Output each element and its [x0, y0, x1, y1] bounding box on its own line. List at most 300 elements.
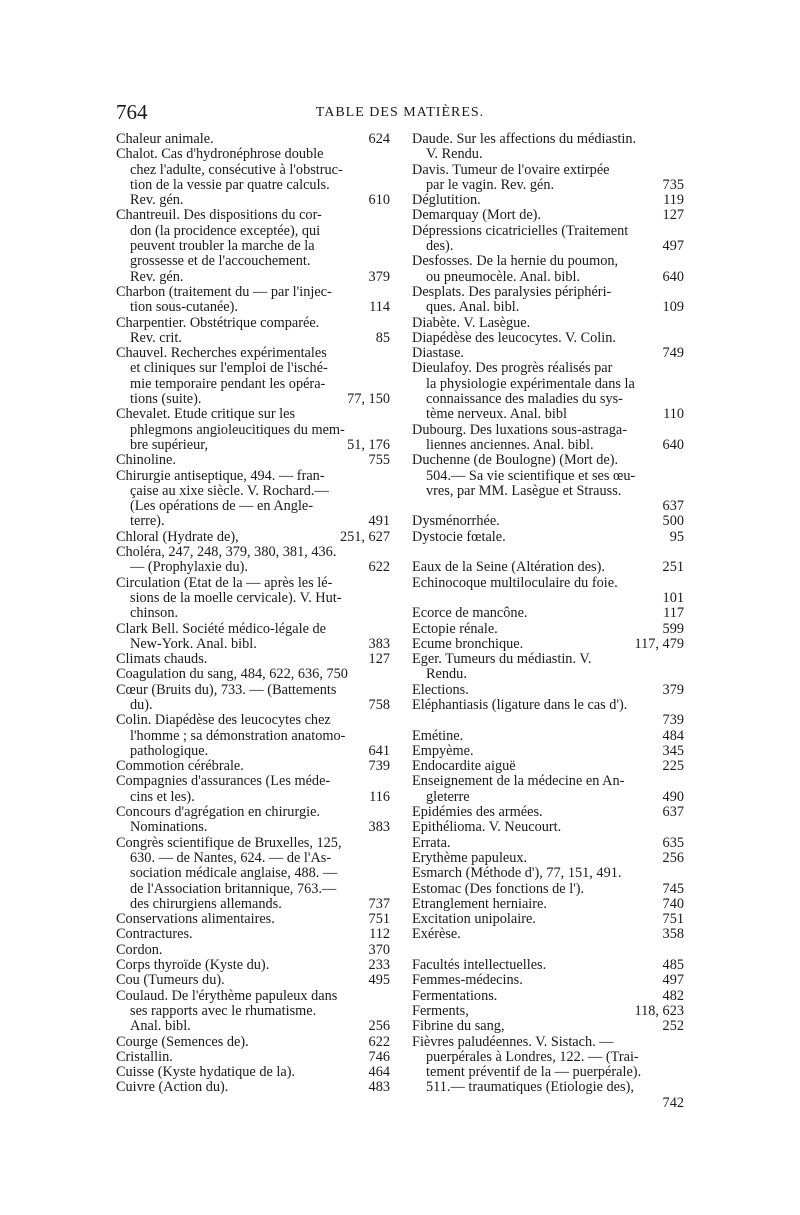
index-entry	[116, 469, 390, 530]
entry-text: Empyème.	[412, 743, 474, 759]
index-entry	[116, 1035, 390, 1050]
entry-text: Corps thyroïde (Kyste du).	[116, 958, 270, 974]
index-entry-line: Dieulafoy. Des progrès réalisés par	[412, 361, 613, 377]
entry-page-ref: 109	[662, 300, 684, 316]
entry-text: Excitation unipolaire.	[412, 912, 536, 928]
entry-page-ref: 77, 150	[347, 392, 390, 408]
entry-text: Ferments,	[412, 1003, 469, 1019]
entry-text: Courge (Semences de).	[116, 1034, 249, 1050]
index-entry-line: Chalot. Cas d'hydronéphrose double	[116, 147, 324, 163]
entry-page-ref: 119	[663, 193, 684, 209]
entry-page-ref: 500	[662, 514, 684, 530]
index-entry-line-with-page	[116, 973, 390, 988]
index-entry-line: chez l'adulte, consécutive à l'obstruc-	[130, 162, 343, 178]
entry-text: Anal. bibl.	[130, 1019, 191, 1035]
entry-page-ref: 745	[662, 881, 684, 897]
running-title: TABLE DES MATIÈRES.	[315, 105, 485, 120]
index-entry	[116, 208, 390, 284]
index-entry-line-with-page	[116, 530, 390, 545]
index-entry-line: Epithélioma. V. Neucourt.	[412, 820, 562, 836]
letter-section-gap	[412, 545, 684, 560]
index-entry-line-with-page	[116, 943, 390, 958]
index-entry-line-with-page	[116, 514, 390, 529]
entry-page-ref: 641	[368, 743, 390, 759]
index-entry-line-with-page	[116, 1080, 390, 1095]
entry-text: Femmes-médecins.	[412, 973, 523, 989]
index-entry-line: et cliniques sur l'emploi de l'isché-	[130, 361, 328, 377]
index-entry	[116, 285, 390, 316]
index-entry	[412, 759, 684, 774]
entry-text: Cou (Tumeurs du).	[116, 973, 225, 989]
index-entry-line: Dubourg. Des luxations sous-astraga-	[412, 422, 627, 438]
index-entry	[412, 805, 684, 820]
index-entry-line: l'homme ; sa démonstration anatomo-	[130, 728, 346, 744]
entry-text: gleterre	[426, 789, 470, 805]
entry-text: du).	[130, 697, 153, 713]
index-entry	[116, 774, 390, 805]
entry-page-ref: 484	[662, 728, 684, 744]
index-entry	[116, 147, 390, 208]
index-entry-line: ses rapports avec le rhumatisme.	[130, 1003, 317, 1019]
entry-page-ref: 755	[368, 453, 390, 469]
entry-text: Emétine.	[412, 728, 464, 744]
index-entry	[116, 927, 390, 942]
index-entry	[116, 132, 390, 147]
index-entry-line-with-page	[116, 790, 390, 805]
index-entry	[412, 973, 684, 988]
entry-page-ref: 358	[662, 927, 684, 943]
index-entry-line-with-page	[412, 897, 684, 912]
entry-page-ref: 127	[368, 652, 390, 668]
index-entry-line-with-page	[412, 927, 684, 942]
entry-page-ref: 118, 623	[634, 1003, 684, 1019]
entry-page-ref: 383	[368, 636, 390, 652]
index-entry	[412, 836, 684, 851]
index-entry-line-with-page	[116, 1050, 390, 1065]
index-entry-line: Chirurgie antiseptique, 494. — fran-	[116, 468, 325, 484]
index-entry	[412, 1019, 684, 1034]
entry-page-ref: 758	[368, 697, 390, 713]
index-entry-line: tement préventif de la — puerpérale).	[426, 1065, 642, 1081]
index-entry-line-with-page	[116, 652, 390, 667]
index-entry-line-with-page	[412, 530, 684, 545]
entry-page-ref: 751	[662, 912, 684, 928]
index-entry	[116, 759, 390, 774]
index-entry	[116, 530, 390, 545]
index-entry-line-with-page	[116, 560, 390, 575]
index-entry	[412, 576, 684, 607]
index-entry-line: Charpentier. Obstétrique comparée.	[116, 315, 320, 331]
entry-text: Rev. gén.	[130, 269, 184, 285]
entry-text: Erythème papuleux.	[412, 850, 528, 866]
entry-page-ref: 256	[368, 1019, 390, 1035]
entry-page-ref: 497	[662, 973, 684, 989]
entry-page-ref: 497	[662, 239, 684, 255]
entry-text: ou pneumocèle. Anal. bibl.	[426, 269, 581, 285]
index-entry	[412, 637, 684, 652]
index-entry	[412, 744, 684, 759]
index-entry-line: 504.— Sa vie scientifique et ses œu-	[426, 468, 636, 484]
entry-page-ref: 749	[662, 346, 684, 362]
entry-text: New-York. Anal. bibl.	[130, 636, 257, 652]
entry-text: Nominations.	[130, 820, 208, 836]
entry-text: Facultés intellectuelles.	[412, 958, 547, 974]
index-entry-line-with-page	[116, 193, 390, 208]
index-entry	[116, 912, 390, 927]
index-entry	[116, 713, 390, 759]
index-entry	[412, 606, 684, 621]
index-entry-line: Davis. Tumeur de l'ovaire extirpée	[412, 162, 610, 178]
index-entry	[412, 316, 684, 331]
index-entry-line: Eléphantiasis (ligature dans le cas d').	[412, 697, 628, 713]
index-column-left	[116, 132, 390, 1096]
index-entry	[412, 208, 684, 223]
entry-page-ref: 637	[662, 805, 684, 821]
entry-page-ref: 746	[368, 1049, 390, 1065]
index-entry	[412, 560, 684, 575]
entry-page-ref: 624	[368, 132, 390, 147]
index-column-right	[412, 132, 684, 1111]
index-entry-line-with-page	[412, 346, 684, 361]
index-entry	[412, 866, 684, 881]
index-entry-line-with-page	[412, 637, 684, 652]
index-entry-line: chinson.	[130, 606, 179, 622]
entry-page-ref: 110	[663, 407, 684, 423]
entry-page-ref: 491	[368, 514, 390, 530]
entry-page-ref: 599	[662, 621, 684, 637]
index-entry-line: Desplats. Des paralysies périphéri-	[412, 284, 612, 300]
index-entry	[412, 698, 684, 729]
entry-text: terre).	[130, 514, 165, 530]
entry-page-ref: 751	[368, 912, 390, 928]
index-entry-line: Echinocoque multiloculaire du foie.	[412, 575, 618, 591]
index-entry-line-with-page	[116, 897, 390, 912]
entry-text: Exérèse.	[412, 927, 461, 943]
index-entry	[412, 514, 684, 529]
entry-text: Dysménorrhée.	[412, 514, 500, 530]
index-entry-line: Coagulation du sang, 484, 622, 636, 750	[116, 667, 348, 683]
index-entry-line: çaise au xixe siècle. V. Rochard.—	[130, 483, 329, 499]
index-entry-line-with-page	[412, 912, 684, 927]
entry-text: bre supérieur,	[130, 437, 209, 453]
entry-text: des).	[426, 239, 454, 255]
index-entry	[116, 576, 390, 622]
index-entry-line-with-page	[412, 836, 684, 851]
entry-text: Cordon.	[116, 942, 163, 958]
entry-text: Ecume bronchique.	[412, 636, 524, 652]
index-entry-line-with-page	[412, 882, 684, 897]
entry-text: Diastase.	[412, 346, 465, 362]
index-entry-line-with-page	[412, 208, 684, 223]
entry-text: Eaux de la Seine (Altération des).	[412, 560, 605, 576]
index-entry	[116, 407, 390, 453]
entry-page-ref: 370	[368, 942, 390, 958]
index-entry	[116, 973, 390, 988]
entry-page-ref: 739	[662, 713, 684, 729]
index-entry-line: Duchenne (de Boulogne) (Mort de).	[412, 453, 619, 469]
entry-page-ref: 116	[369, 789, 390, 805]
index-entry-line-with-page	[412, 270, 684, 285]
index-entry-line-with-page	[412, 499, 684, 514]
index-entry-line-with-page	[116, 1035, 390, 1050]
entry-text: Endocardite aiguë	[412, 759, 516, 775]
index-entry-line-with-page	[412, 193, 684, 208]
index-entry-line-with-page	[412, 973, 684, 988]
index-entry-line-with-page	[116, 820, 390, 835]
index-entry-line: Chevalet. Etude critique sur les	[116, 407, 296, 423]
entry-page-ref: 117	[663, 606, 684, 622]
index-entry-line-with-page	[412, 729, 684, 744]
entry-text: Fermentations.	[412, 988, 498, 1004]
index-entry	[116, 453, 390, 468]
entry-text: Fibrine du sang,	[412, 1019, 505, 1035]
index-entry-line-with-page	[116, 300, 390, 315]
index-entry-line: Enseignement de la médecine en An-	[412, 774, 625, 790]
index-entry-line-with-page	[116, 331, 390, 346]
index-entry-line-with-page	[116, 132, 390, 147]
index-entry	[412, 346, 684, 361]
index-entry	[116, 943, 390, 958]
entry-text: Errata.	[412, 835, 451, 851]
entry-text: Rev. crit.	[130, 330, 182, 346]
index-entry	[412, 958, 684, 973]
page-header	[116, 100, 684, 122]
index-entry-line: Fièvres paludéennes. V. Sistach. —	[412, 1034, 614, 1050]
index-entry-line-with-page	[412, 759, 684, 774]
entry-page-ref: 117, 479	[634, 636, 684, 652]
entry-text: — (Prophylaxie du).	[130, 560, 248, 576]
index-entry-line-with-page	[412, 805, 684, 820]
index-entry	[116, 1065, 390, 1080]
entry-page-ref: 622	[368, 1034, 390, 1050]
index-entry-line: grossesse et de l'accouchement.	[130, 254, 311, 270]
index-entry-line-with-page	[412, 713, 684, 728]
index-entry-line-with-page	[412, 622, 684, 637]
entry-text: Déglutition.	[412, 193, 481, 209]
index-entry-line-with-page	[116, 759, 390, 774]
index-entry	[412, 897, 684, 912]
entry-text: des chirurgiens allemands.	[130, 896, 282, 912]
index-entry	[412, 423, 684, 454]
index-entry	[116, 346, 390, 407]
index-entry-line: Congrès scientifique de Bruxelles, 125,	[116, 835, 342, 851]
index-entry	[412, 851, 684, 866]
entry-page-ref: 737	[368, 896, 390, 912]
entry-page-ref: 51, 176	[347, 437, 390, 453]
index-entry	[412, 193, 684, 208]
index-entry-line: Compagnies d'assurances (Les méde-	[116, 774, 331, 790]
index-entry-line-with-page	[412, 989, 684, 1004]
entry-page-ref: 233	[368, 958, 390, 974]
entry-page-ref: 490	[662, 789, 684, 805]
index-entry	[116, 958, 390, 973]
index-entry	[412, 224, 684, 255]
index-entry-line-with-page	[412, 1019, 684, 1034]
index-entry	[116, 683, 390, 714]
index-entry-line-with-page	[116, 1019, 390, 1034]
index-entry	[116, 667, 390, 682]
entry-page-ref: 383	[368, 820, 390, 836]
entry-page-ref: 127	[662, 208, 684, 224]
index-entry	[412, 774, 684, 805]
index-entry-line: 511.— traumatiques (Etiologie des),	[426, 1080, 634, 1096]
entry-page-ref: 622	[368, 560, 390, 576]
index-entry-line: Circulation (Etat de la — après les lé-	[116, 575, 333, 591]
index-entry	[412, 285, 684, 316]
entry-page-ref: 101	[662, 590, 684, 606]
index-entry-line-with-page	[412, 438, 684, 453]
entry-page-ref: 483	[368, 1080, 390, 1096]
index-entry-line-with-page	[116, 698, 390, 713]
index-entry	[116, 805, 390, 836]
index-entry	[412, 530, 684, 545]
index-entry	[412, 989, 684, 1004]
page-number: 764	[116, 100, 148, 124]
index-entry-line-with-page	[116, 392, 390, 407]
entry-page-ref: 345	[662, 743, 684, 759]
index-entry	[116, 1080, 390, 1095]
index-entry	[412, 361, 684, 422]
index-entry-line: Desfosses. De la hernie du poumon,	[412, 254, 619, 270]
entry-page-ref: 464	[368, 1065, 390, 1081]
index-entry-line: Dépressions cicatricielles (Traitement	[412, 223, 629, 239]
index-entry-line: Clark Bell. Société médico-légale de	[116, 621, 327, 637]
entry-page-ref: 610	[368, 193, 390, 209]
index-entry-line: Chauvel. Recherches expérimentales	[116, 346, 327, 362]
index-entry-line: tion de la vessie par quatre calculs.	[130, 177, 330, 193]
entry-page-ref: 482	[662, 988, 684, 1004]
index-entry-line: Charbon (traitement du — par l'injec-	[116, 284, 332, 300]
entry-text: Cuivre (Action du).	[116, 1080, 229, 1096]
index-entry-line: 630. — de Nantes, 624. — de l'As-	[130, 850, 332, 866]
index-entry	[116, 1050, 390, 1065]
entry-text: Dystocie fœtale.	[412, 529, 506, 545]
entry-page-ref: 640	[662, 269, 684, 285]
index-entry-line-with-page	[116, 637, 390, 652]
index-entry	[412, 820, 684, 835]
index-entry-line-with-page	[412, 591, 684, 606]
index-entry-line-with-page	[412, 1096, 684, 1111]
entry-text: ques. Anal. bibl.	[426, 300, 520, 316]
entry-page-ref: 256	[662, 850, 684, 866]
entry-text: tème nerveux. Anal. bibl	[426, 407, 567, 423]
entry-text: Rev. gén.	[130, 193, 184, 209]
entry-page-ref: 85	[375, 330, 390, 346]
entry-text: Etranglement herniaire.	[412, 896, 547, 912]
entry-text: Conservations alimentaires.	[116, 912, 275, 928]
entry-page-ref: 252	[662, 1019, 684, 1035]
index-entry-line: Chantreuil. Des dispositions du cor-	[116, 208, 322, 224]
entry-page-ref: 379	[662, 682, 684, 698]
entry-text: Demarquay (Mort de).	[412, 208, 542, 224]
index-entry-line: Rendu.	[426, 667, 467, 683]
entry-page-ref: 495	[368, 973, 390, 989]
index-entry-line: puerpérales à Londres, 122. — (Trai-	[426, 1049, 639, 1065]
entry-page-ref: 739	[368, 759, 390, 775]
index-entry-line: Diabète. V. Lasègue.	[412, 315, 531, 331]
entry-page-ref: 114	[369, 300, 390, 316]
index-entry-line-with-page	[412, 958, 684, 973]
index-entry-line: Choléra, 247, 248, 379, 380, 381, 436.	[116, 545, 337, 561]
index-entry-line-with-page	[116, 744, 390, 759]
entry-page-ref: 379	[368, 269, 390, 285]
index-entry-line-with-page	[412, 239, 684, 254]
index-entry-line-with-page	[412, 606, 684, 621]
entry-page-ref: 485	[662, 958, 684, 974]
entry-text: Ectopie rénale.	[412, 621, 498, 637]
entry-page-ref: 225	[662, 759, 684, 775]
index-entry	[116, 989, 390, 1035]
index-entry	[412, 729, 684, 744]
index-entry	[412, 927, 684, 942]
index-entry-line: (Les opérations de — en Angle-	[130, 499, 314, 515]
index-entry	[412, 652, 684, 683]
index-entry	[412, 1035, 684, 1111]
index-entry-line-with-page	[116, 927, 390, 942]
entry-text: Ecorce de mancône.	[412, 606, 528, 622]
entry-page-ref: 251, 627	[339, 529, 390, 545]
entry-page-ref: 640	[662, 437, 684, 453]
index-entry	[412, 1004, 684, 1019]
index-entry-line: don (la procidence exceptée), qui	[130, 223, 321, 239]
index-entry-line-with-page	[116, 912, 390, 927]
entry-text: Chaleur animale.	[116, 132, 214, 147]
index-entry	[412, 882, 684, 897]
entry-page-ref: 251	[662, 560, 684, 576]
index-entry	[412, 331, 684, 346]
index-entry-line: Daude. Sur les affections du médiastin.	[412, 132, 637, 147]
entry-page-ref: 95	[669, 529, 684, 545]
index-entry-line-with-page	[412, 514, 684, 529]
entry-text: tions (suite).	[130, 392, 202, 408]
entry-text: Climats chauds.	[116, 652, 208, 668]
index-entry	[412, 912, 684, 927]
index-entry-line-with-page	[412, 560, 684, 575]
entry-page-ref: 635	[662, 835, 684, 851]
index-entry-line-with-page	[412, 851, 684, 866]
entry-page-ref: 735	[662, 177, 684, 193]
index-entry-line: la physiologie expérimentale dans la	[426, 376, 635, 392]
index-entry-line-with-page	[412, 178, 684, 193]
index-entry-line: sions de la moelle cervicale). V. Hut-	[130, 590, 342, 606]
index-entry	[412, 254, 684, 285]
entry-text: liennes anciennes. Anal. bibl.	[426, 437, 594, 453]
index-entry	[116, 316, 390, 347]
index-entry-line: Esmarch (Méthode d'), 77, 151, 491.	[412, 866, 622, 882]
index-entry-line: sociation médicale anglaise, 488. —	[130, 866, 338, 882]
entry-text: Elections.	[412, 682, 469, 698]
index-entry-line-with-page	[412, 300, 684, 315]
entry-text: Contractures.	[116, 927, 193, 943]
entry-page-ref: 742	[662, 1095, 684, 1111]
entry-page-ref: 637	[662, 499, 684, 515]
entry-page-ref: 112	[369, 927, 390, 943]
entry-text: Estomac (Des fonctions de l').	[412, 881, 585, 897]
index-entry-line: mie temporaire pendant les opéra-	[130, 376, 326, 392]
entry-text: pathologique.	[130, 743, 209, 759]
index-entry-line: de l'Association britannique, 763.—	[130, 881, 337, 897]
index-entry-line-with-page	[412, 790, 684, 805]
index-entry	[116, 836, 390, 912]
index-entry	[116, 622, 390, 653]
index-entry-line-with-page	[412, 683, 684, 698]
letter-section-gap	[412, 943, 684, 958]
index-entry-line: Colin. Diapédèse des leucocytes chez	[116, 713, 331, 729]
index-entry	[412, 622, 684, 637]
index-entry-line: vres, par MM. Lasègue et Strauss.	[426, 483, 622, 499]
entry-text: Cristallin.	[116, 1049, 173, 1065]
index-entry-line-with-page	[116, 438, 390, 453]
